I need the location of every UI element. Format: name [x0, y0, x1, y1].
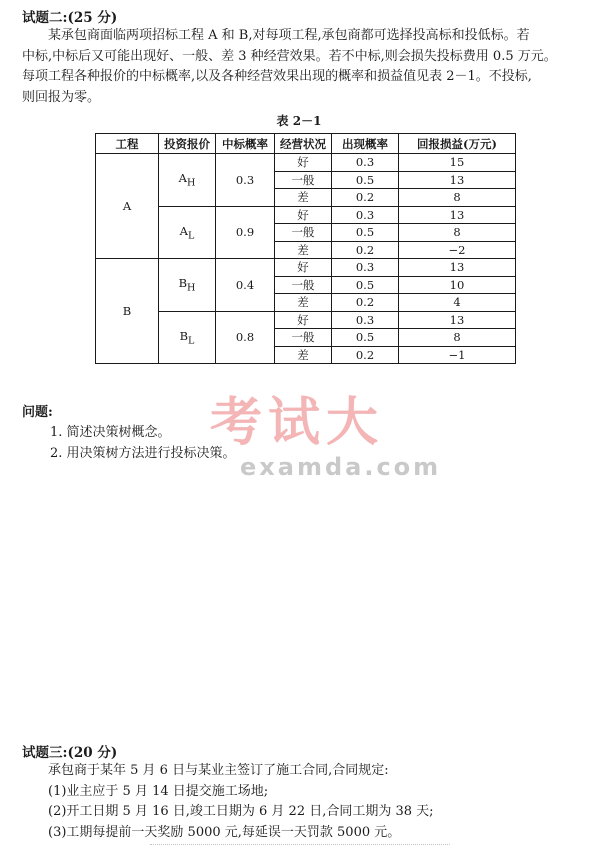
prob-cell: 0.5	[332, 171, 399, 189]
questions-label: 问题:	[22, 405, 53, 420]
prob-cell: 0.3	[332, 311, 399, 329]
state-cell: 差	[275, 241, 332, 259]
bid-cell: $A_H$	[159, 154, 216, 207]
table-caption: 表 2－1	[276, 114, 322, 128]
state-cell: 一般	[275, 171, 332, 189]
state-cell: 差	[275, 294, 332, 312]
state-cell: 好	[275, 206, 332, 224]
value-cell: 4	[399, 294, 516, 312]
prob-cell: 0.2	[332, 189, 399, 207]
question-3-heading: 试题三:(20 分)	[22, 745, 118, 761]
state-cell: 差	[275, 189, 332, 207]
table-row	[96, 311, 516, 329]
value-cell: 13	[399, 311, 516, 329]
project-cell: A	[96, 154, 159, 259]
value-cell: 8	[399, 224, 516, 242]
state-cell: 一般	[275, 276, 332, 294]
value-cell: −2	[399, 241, 516, 259]
project-cell: B	[96, 259, 159, 364]
question-2-paragraph	[22, 26, 578, 108]
questions-list	[50, 422, 236, 464]
body-line: (1)业主应于 5 月 14 日提交施工场地;	[48, 783, 269, 799]
column-header: 工程	[96, 134, 159, 154]
paragraph-line: 中标,中标后又可能出现好、一般、差 3 种经营效果。若不中标,则会损失投标费用 0.5 万元。	[22, 48, 557, 64]
table-row	[96, 206, 516, 224]
question-3-body	[48, 761, 578, 843]
watermark	[210, 393, 470, 481]
value-cell: 8	[399, 189, 516, 207]
table-row	[96, 259, 516, 277]
column-header: 回报损益(万元)	[399, 134, 516, 154]
paragraph-line: 某承包商面临两项招标工程 A 和 B,对每项工程,承包商都可选择投高标和投低标。若	[48, 28, 530, 43]
prob-cell: 0.3	[332, 154, 399, 172]
win-prob-cell: 0.8	[216, 311, 275, 364]
prob-cell: 0.3	[332, 206, 399, 224]
bid-cell: $B_H$	[159, 259, 216, 312]
state-cell: 差	[275, 346, 332, 364]
win-prob-cell: 0.9	[216, 206, 275, 259]
bid-cell: $A_L$	[159, 206, 216, 259]
value-cell: −1	[399, 346, 516, 364]
column-header: 经营状况	[275, 134, 332, 154]
body-line: 承包商于某年 5 月 6 日与某业主签订了施工合同,合同规定:	[48, 763, 389, 778]
question-2-heading: 试题二:(25 分)	[22, 10, 118, 26]
watermark-logo-text: 考试大	[210, 393, 385, 453]
paragraph-line: 则回报为零。	[22, 89, 101, 105]
value-cell: 8	[399, 329, 516, 347]
prob-cell: 0.5	[332, 329, 399, 347]
value-cell: 10	[399, 276, 516, 294]
body-line: (2)开工日期 5 月 16 日,竣工日期为 6 月 22 日,合同工期为 38 天;	[48, 804, 434, 819]
bid-data-table	[95, 133, 516, 364]
state-cell: 好	[275, 311, 332, 329]
win-prob-cell: 0.4	[216, 259, 275, 312]
prob-cell: 0.5	[332, 276, 399, 294]
state-cell: 好	[275, 154, 332, 172]
table-row	[96, 154, 516, 172]
body-line: (3)工期每提前一天奖励 5000 元,每延误一天罚款 5000 元。	[48, 824, 401, 840]
question-item: 1. 简述决策树概念。	[50, 425, 171, 440]
prob-cell: 0.2	[332, 294, 399, 312]
paragraph-line: 每项工程各种报价的中标概率,以及各种经营效果出现的概率和损益值见表 2－1。不投标,	[22, 69, 532, 84]
table-header-row	[96, 134, 516, 154]
state-cell: 好	[275, 259, 332, 277]
column-header: 出现概率	[332, 134, 399, 154]
value-cell: 13	[399, 206, 516, 224]
watermark-url-text: examda.com	[240, 453, 442, 481]
state-cell: 一般	[275, 224, 332, 242]
page-cut-line	[150, 844, 450, 849]
prob-cell: 0.2	[332, 346, 399, 364]
value-cell: 15	[399, 154, 516, 172]
prob-cell: 0.5	[332, 224, 399, 242]
prob-cell: 0.3	[332, 259, 399, 277]
prob-cell: 0.2	[332, 241, 399, 259]
state-cell: 一般	[275, 329, 332, 347]
column-header: 投资报价	[159, 134, 216, 154]
bid-cell: $B_L$	[159, 311, 216, 364]
question-item: 2. 用决策树方法进行投标决策。	[50, 446, 236, 461]
value-cell: 13	[399, 171, 516, 189]
win-prob-cell: 0.3	[216, 154, 275, 207]
value-cell: 13	[399, 259, 516, 277]
column-header: 中标概率	[216, 134, 275, 154]
